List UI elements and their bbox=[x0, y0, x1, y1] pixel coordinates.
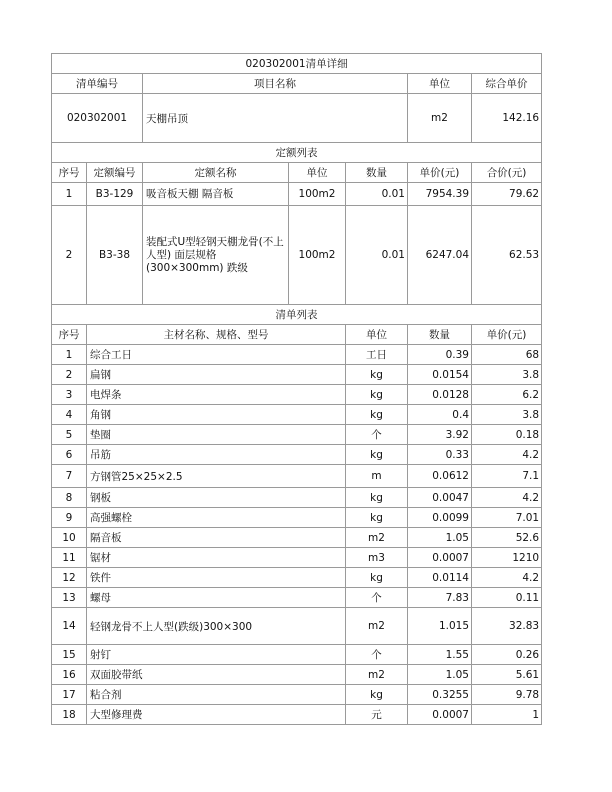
quota-code: B3-129 bbox=[87, 183, 143, 206]
page-title: 020302001清单详细 bbox=[52, 54, 542, 74]
quota-header-cell: 数量 bbox=[346, 163, 408, 183]
bill-price-header: 综合单价 bbox=[472, 74, 542, 94]
material-section-title: 清单列表 bbox=[52, 305, 542, 325]
quota-header-cell: 单位 bbox=[289, 163, 346, 183]
bill-header-row bbox=[52, 74, 542, 94]
material-name: 双面胶带纸 bbox=[87, 665, 346, 685]
material-no: 14 bbox=[52, 608, 87, 645]
material-price: 7.1 bbox=[472, 465, 542, 488]
material-qty: 0.0007 bbox=[408, 548, 472, 568]
material-qty: 0.0612 bbox=[408, 465, 472, 488]
material-no: 8 bbox=[52, 488, 87, 508]
material-price: 4.2 bbox=[472, 568, 542, 588]
material-price: 4.2 bbox=[472, 488, 542, 508]
bill-name-header: 项目名称 bbox=[143, 74, 408, 94]
material-price: 32.83 bbox=[472, 608, 542, 645]
material-price: 1210 bbox=[472, 548, 542, 568]
bill-price: 142.16 bbox=[472, 94, 542, 143]
material-header-cell: 主材名称、规格、型号 bbox=[87, 325, 346, 345]
material-name: 综合工日 bbox=[87, 345, 346, 365]
quota-name: 装配式U型轻钢天棚龙骨(不上人型) 面层规格(300×300mm) 跌级 bbox=[143, 206, 289, 305]
quota-qty: 0.01 bbox=[346, 183, 408, 206]
material-no: 13 bbox=[52, 588, 87, 608]
quota-no: 1 bbox=[52, 183, 87, 206]
material-qty: 0.0007 bbox=[408, 705, 472, 725]
material-name: 锯材 bbox=[87, 548, 346, 568]
material-qty: 0.0099 bbox=[408, 508, 472, 528]
material-row bbox=[52, 345, 542, 365]
quota-header-row bbox=[52, 163, 542, 183]
material-unit: m3 bbox=[346, 548, 408, 568]
material-row bbox=[52, 665, 542, 685]
material-header-cell: 数量 bbox=[408, 325, 472, 345]
material-qty: 1.55 bbox=[408, 645, 472, 665]
material-unit: 个 bbox=[346, 425, 408, 445]
material-qty: 0.0047 bbox=[408, 488, 472, 508]
material-price: 3.8 bbox=[472, 405, 542, 425]
material-row bbox=[52, 548, 542, 568]
material-qty: 0.0128 bbox=[408, 385, 472, 405]
material-row bbox=[52, 528, 542, 548]
quota-section-title: 定额列表 bbox=[52, 143, 542, 163]
material-unit: kg bbox=[346, 508, 408, 528]
bill-name: 天棚吊顶 bbox=[143, 94, 408, 143]
material-no: 9 bbox=[52, 508, 87, 528]
material-qty: 1.015 bbox=[408, 608, 472, 645]
bill-code-header: 清单编号 bbox=[52, 74, 143, 94]
material-row bbox=[52, 568, 542, 588]
material-name: 吊筋 bbox=[87, 445, 346, 465]
material-qty: 0.0114 bbox=[408, 568, 472, 588]
quota-header-cell: 定额名称 bbox=[143, 163, 289, 183]
material-row bbox=[52, 608, 542, 645]
material-price: 0.26 bbox=[472, 645, 542, 665]
bill-detail-table bbox=[51, 53, 542, 725]
material-name: 垫圈 bbox=[87, 425, 346, 445]
quota-row bbox=[52, 183, 542, 206]
material-unit: m2 bbox=[346, 528, 408, 548]
material-row bbox=[52, 705, 542, 725]
material-unit: kg bbox=[346, 385, 408, 405]
quota-price: 7954.39 bbox=[408, 183, 472, 206]
material-name: 隔音板 bbox=[87, 528, 346, 548]
material-name: 方钢管25×25×2.5 bbox=[87, 465, 346, 488]
material-price: 1 bbox=[472, 705, 542, 725]
material-price: 52.6 bbox=[472, 528, 542, 548]
material-unit: 个 bbox=[346, 645, 408, 665]
material-no: 15 bbox=[52, 645, 87, 665]
quota-code: B3-38 bbox=[87, 206, 143, 305]
material-name: 大型修理费 bbox=[87, 705, 346, 725]
material-no: 6 bbox=[52, 445, 87, 465]
material-row bbox=[52, 508, 542, 528]
quota-name: 吸音板天棚 隔音板 bbox=[143, 183, 289, 206]
material-header-cell: 单价(元) bbox=[472, 325, 542, 345]
material-name: 轻钢龙骨不上人型(跌级)300×300 bbox=[87, 608, 346, 645]
material-qty: 0.39 bbox=[408, 345, 472, 365]
material-name: 射钉 bbox=[87, 645, 346, 665]
material-no: 1 bbox=[52, 345, 87, 365]
quota-price: 6247.04 bbox=[408, 206, 472, 305]
bill-code: 020302001 bbox=[52, 94, 143, 143]
material-row bbox=[52, 445, 542, 465]
quota-total: 79.62 bbox=[472, 183, 542, 206]
material-header-cell: 序号 bbox=[52, 325, 87, 345]
material-unit: m bbox=[346, 465, 408, 488]
quota-no: 2 bbox=[52, 206, 87, 305]
material-qty: 0.33 bbox=[408, 445, 472, 465]
material-qty: 3.92 bbox=[408, 425, 472, 445]
material-unit: kg bbox=[346, 365, 408, 385]
title-row bbox=[52, 54, 542, 74]
quota-unit: 100m2 bbox=[289, 183, 346, 206]
material-name: 螺母 bbox=[87, 588, 346, 608]
bill-unit-header: 单位 bbox=[408, 74, 472, 94]
material-header-cell: 单位 bbox=[346, 325, 408, 345]
material-unit: 个 bbox=[346, 588, 408, 608]
material-no: 12 bbox=[52, 568, 87, 588]
material-qty: 7.83 bbox=[408, 588, 472, 608]
material-unit: m2 bbox=[346, 665, 408, 685]
material-price: 0.18 bbox=[472, 425, 542, 445]
material-unit: kg bbox=[346, 568, 408, 588]
material-no: 4 bbox=[52, 405, 87, 425]
quota-row bbox=[52, 206, 542, 305]
material-row bbox=[52, 488, 542, 508]
quota-section-row bbox=[52, 143, 542, 163]
material-unit: 元 bbox=[346, 705, 408, 725]
material-name: 铁件 bbox=[87, 568, 346, 588]
material-no: 16 bbox=[52, 665, 87, 685]
material-no: 18 bbox=[52, 705, 87, 725]
material-row bbox=[52, 385, 542, 405]
material-section-row bbox=[52, 305, 542, 325]
material-price: 4.2 bbox=[472, 445, 542, 465]
material-no: 3 bbox=[52, 385, 87, 405]
material-unit: kg bbox=[346, 445, 408, 465]
material-name: 高强螺栓 bbox=[87, 508, 346, 528]
quota-total: 62.53 bbox=[472, 206, 542, 305]
quota-header-cell: 定额编号 bbox=[87, 163, 143, 183]
material-row bbox=[52, 465, 542, 488]
material-name: 电焊条 bbox=[87, 385, 346, 405]
material-qty: 0.3255 bbox=[408, 685, 472, 705]
material-qty: 0.4 bbox=[408, 405, 472, 425]
material-price: 9.78 bbox=[472, 685, 542, 705]
material-price: 0.11 bbox=[472, 588, 542, 608]
quota-header-cell: 合价(元) bbox=[472, 163, 542, 183]
material-no: 11 bbox=[52, 548, 87, 568]
material-price: 68 bbox=[472, 345, 542, 365]
table-body bbox=[52, 54, 542, 725]
material-unit: m2 bbox=[346, 608, 408, 645]
material-qty: 0.0154 bbox=[408, 365, 472, 385]
material-header-row bbox=[52, 325, 542, 345]
material-unit: 工日 bbox=[346, 345, 408, 365]
material-name: 扁钢 bbox=[87, 365, 346, 385]
quota-unit: 100m2 bbox=[289, 206, 346, 305]
material-row bbox=[52, 588, 542, 608]
material-row bbox=[52, 365, 542, 385]
bill-row bbox=[52, 94, 542, 143]
bill-unit: m2 bbox=[408, 94, 472, 143]
material-row bbox=[52, 645, 542, 665]
material-no: 7 bbox=[52, 465, 87, 488]
material-unit: kg bbox=[346, 685, 408, 705]
material-price: 7.01 bbox=[472, 508, 542, 528]
quota-header-cell: 单价(元) bbox=[408, 163, 472, 183]
material-name: 钢板 bbox=[87, 488, 346, 508]
material-qty: 1.05 bbox=[408, 528, 472, 548]
material-price: 3.8 bbox=[472, 365, 542, 385]
material-name: 粘合剂 bbox=[87, 685, 346, 705]
material-name: 角钢 bbox=[87, 405, 346, 425]
material-no: 2 bbox=[52, 365, 87, 385]
material-no: 5 bbox=[52, 425, 87, 445]
material-price: 6.2 bbox=[472, 385, 542, 405]
material-qty: 1.05 bbox=[408, 665, 472, 685]
quota-header-cell: 序号 bbox=[52, 163, 87, 183]
material-unit: kg bbox=[346, 488, 408, 508]
material-no: 17 bbox=[52, 685, 87, 705]
quota-qty: 0.01 bbox=[346, 206, 408, 305]
material-row bbox=[52, 425, 542, 445]
material-price: 5.61 bbox=[472, 665, 542, 685]
material-no: 10 bbox=[52, 528, 87, 548]
material-unit: kg bbox=[346, 405, 408, 425]
material-row bbox=[52, 405, 542, 425]
material-row bbox=[52, 685, 542, 705]
